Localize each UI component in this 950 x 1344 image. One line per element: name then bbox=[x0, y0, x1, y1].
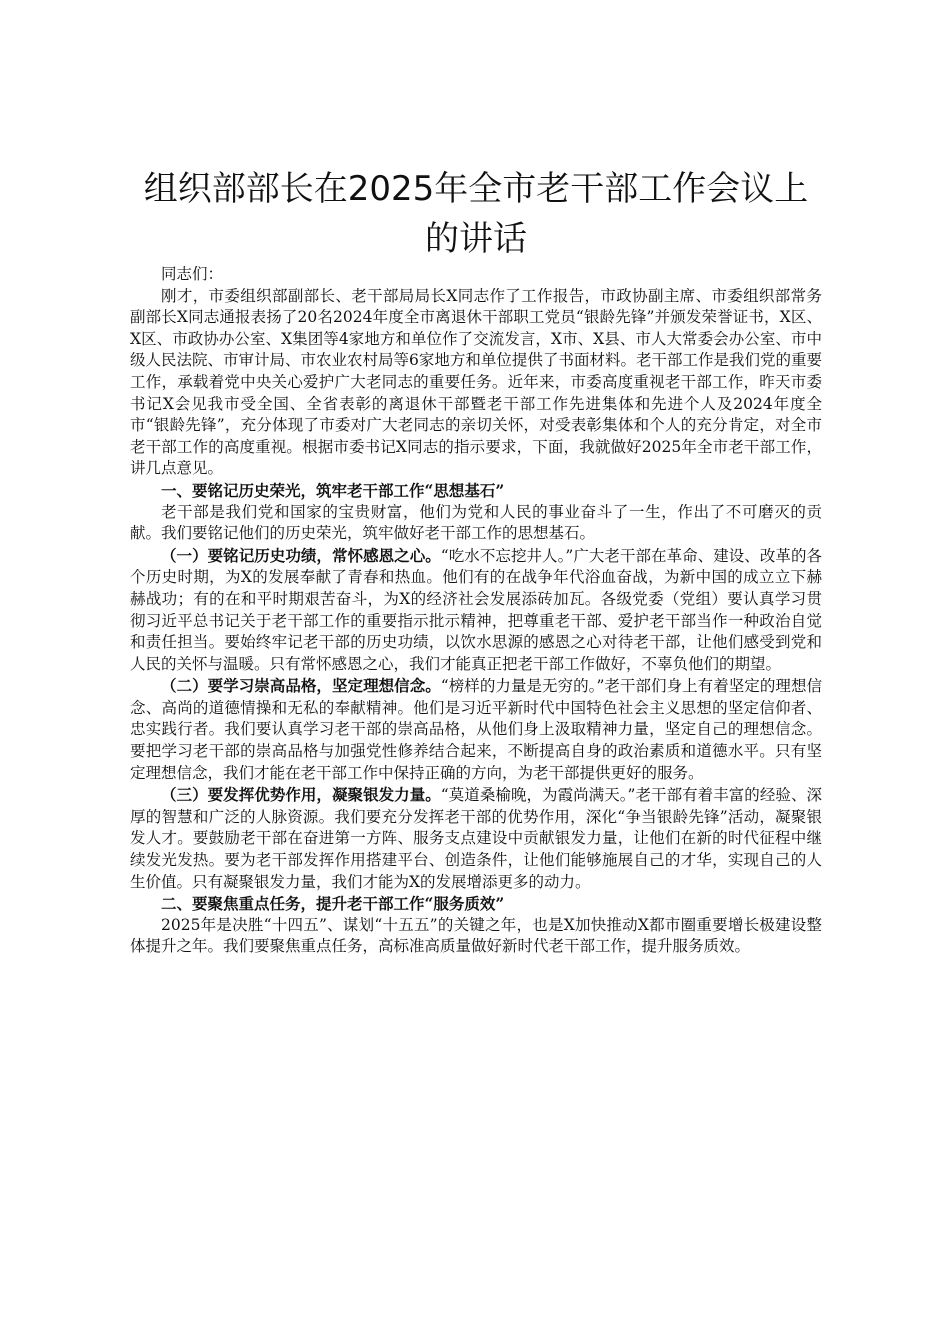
document-body bbox=[130, 264, 822, 958]
section-1-sub-3-text: “莫道桑榆晚，为霞尚满天。”老干部有着丰富的经验、深厚的智慧和广泛的人脉资源。我们要充分发挥老干部的优势作用，深化“争当银龄先锋”活动，凝聚银发人才。要鼓励老干部在奋进第一方阵、服务支点建设中贡献银发力量，让他们在新的时代征程中继续发光发热。要为老干部发挥作用搭建平台、创造条件，让他们能够施展自己的才华，实现自己的人生价值。只有凝聚银发力量，我们才能为X的发展增添更多的动力。 bbox=[130, 786, 822, 891]
document-title bbox=[130, 164, 822, 264]
section-1-lead-paragraph: 老干部是我们党和国家的宝贵财富，他们为党和人民的事业奋斗了一生，作出了不可磨灭的贡献。我们要铭记他们的历史荣光，筑牢做好老干部工作的思想基石。 bbox=[130, 502, 822, 543]
salutation: 同志们： bbox=[161, 265, 224, 283]
section-1-sub-3-paragraph bbox=[130, 784, 822, 893]
section-1-heading: 一、要铭记历史荣光，筑牢老干部工作“思想基石” bbox=[161, 480, 505, 500]
section-1-sub-1-paragraph bbox=[130, 545, 822, 676]
section-2-lead-paragraph: 2025年是决胜“十四五”、谋划“十五五”的关键之年，也是X加快推动X都市圈重要增长极建设整体提升之年。我们要聚焦重点任务，高标准高质量做好新时代老干部工作，提升服务质效。 bbox=[130, 915, 822, 956]
document-page bbox=[130, 164, 822, 958]
section-1-sub-3-heading: （三）要发挥优势作用，凝聚银发力量。 bbox=[161, 785, 441, 805]
section-1-sub-1-heading: （一）要铭记历史功绩，常怀感恩之心。 bbox=[161, 545, 441, 565]
intro-paragraph: 刚才，市委组织部副部长、老干部局局长X同志作了工作报告，市政协副主席、市委组织部常务副部长X同志通报表扬了20名2024年度全市离退休干部职工党员“银龄先锋”并颁发荣誉证书，X区、X区、市政协办公室、X集团等4家地方和单位作了交流发言，X市、X县、市人大常委会办公室、市中级人民法院、市审计局、市农业农村局等6家地方和单位提供了书面材料。老干部工作是我们党的重要工作，承载着党中央关心爱护广大老同志的重要任务。近年来，市委高度重视老干部工作，昨天市委书记X会见我市受全国、全省表彰的离退休干部暨老干部工作先进集体和先进个人及2024年度全市“银龄先锋”，充分体现了市委对广大老同志的亲切关怀，对受表彰集体和个人的充分肯定，对全市老干部工作的高度重视。根据市委书记X同志的指示要求，下面，我就做好2025年全市老干部工作，讲几点意见。 bbox=[130, 286, 822, 478]
title-line-2: 的讲话 bbox=[425, 219, 527, 259]
section-1-sub-2-paragraph bbox=[130, 675, 822, 784]
title-line-1: 组织部部长在2025年全市老干部工作会议上 bbox=[143, 169, 809, 209]
section-2-heading: 二、要聚焦重点任务，提升老干部工作“服务质效” bbox=[161, 894, 505, 914]
section-1-sub-2-heading: （二）要学习崇高品格，坚定理想信念。 bbox=[161, 676, 441, 696]
section-1-sub-2-text: “榜样的力量是无穷的。”老干部们身上有着坚定的理想信念、高尚的道德情操和无私的奉献精神。他们是习近平新时代中国特色社会主义思想的坚定信仰者、忠实践行者。我们要认真学习老干部的崇高品格，从他们身上汲取精神力量，坚定自己的理想信念。要把学习老干部的崇高品格与加强党性修养结合起来，不断提高自身的政治素质和道德水平。只有坚定理想信念，我们才能在老干部工作中保持正确的方向，为老干部提供更好的服务。 bbox=[130, 677, 822, 782]
section-1-sub-1-text: “吃水不忘挖井人。”广大老干部在革命、建设、改革的各个历史时期，为X的发展奉献了青春和热血。他们有的在战争年代浴血奋战，为新中国的成立立下赫赫战功；有的在和平时期艰苦奋斗，为X的经济社会发展添砖加瓦。各级党委（党组）要认真学习贯彻习近平总书记关于老干部工作的重要指示批示精神，把尊重老干部、爱护老干部当作一种政治自觉和责任担当。要始终牢记老干部的历史功绩，以饮水思源的感恩之心对待老干部，让他们感受到党和人民的关怀与温暖。只有常怀感恩之心，我们才能真正把老干部工作做好，不辜负他们的期望。 bbox=[130, 546, 822, 673]
